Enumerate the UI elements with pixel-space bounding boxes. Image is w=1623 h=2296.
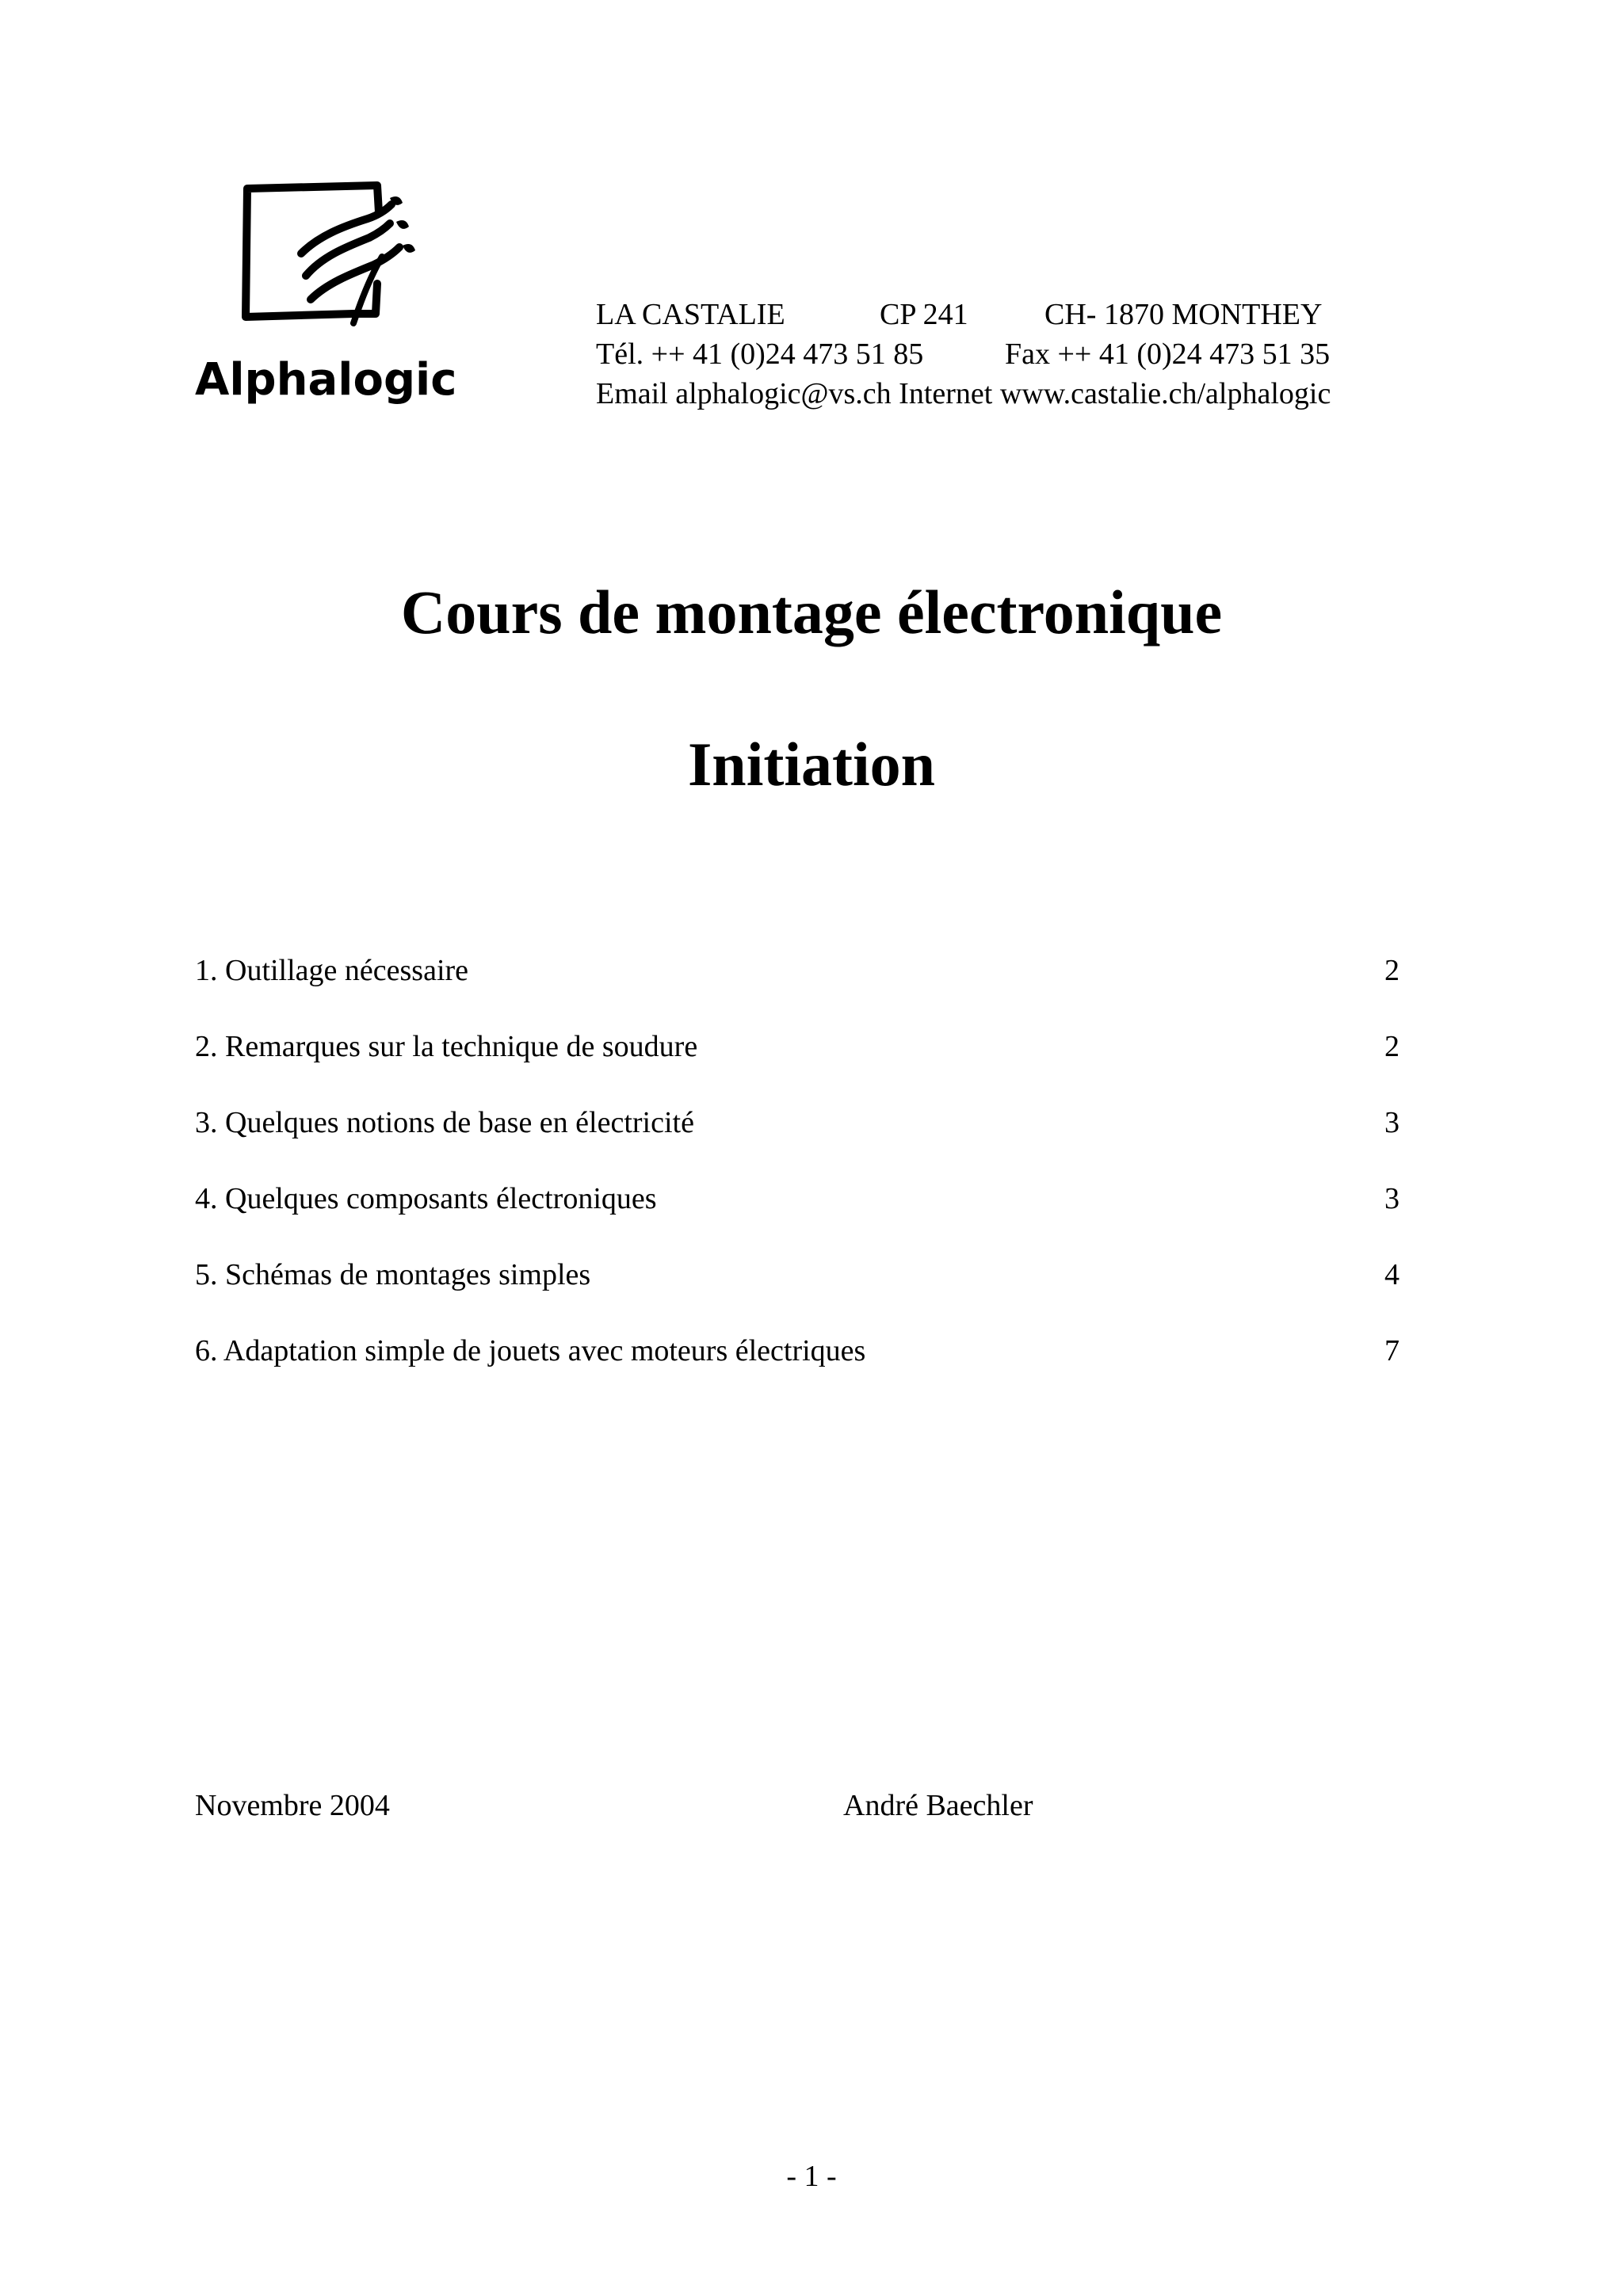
footer-author: André Baechler [843,1789,1033,1822]
page-number: - 1 - [786,2160,837,2193]
address-locality: CH- 1870 MONTHEY [1044,298,1323,331]
address-phone: Tél. ++ 41 (0)24 473 51 85 [596,338,924,371]
toc-entry [195,1179,1400,1255]
alphalogic-logo-icon [235,181,425,331]
toc-entry-label: 4. Quelques composants électroniques [195,1182,657,1215]
address-box: CP 241 [880,298,968,331]
address-contact: Email alphalogic@vs.ch Internet www.castalie.ch/alphalogic [596,377,1331,410]
toc-entry [195,1255,1400,1331]
toc-entry-label: 5. Schémas de montages simples [195,1258,591,1291]
toc-entry-page: 3 [1384,1106,1400,1139]
address-place: LA CASTALIE [596,298,785,331]
toc-entry-page: 7 [1384,1334,1400,1367]
document-title: Cours de montage électronique [400,578,1223,646]
toc-entry-page: 3 [1384,1182,1400,1215]
toc-entry [195,1103,1400,1179]
toc-entry-label: 6. Adaptation simple de jouets avec moteurs électriques [195,1334,866,1367]
logo-name: Alphalogic [195,354,457,406]
toc-entry-page: 2 [1384,1030,1400,1063]
toc-entry-page: 2 [1384,954,1400,987]
toc-entry-page: 4 [1384,1258,1400,1291]
table-of-contents [195,951,1400,1407]
document-subtitle: Initiation [687,730,936,799]
toc-entry [195,1027,1400,1103]
footer-date: Novembre 2004 [195,1789,390,1822]
toc-entry [195,1331,1400,1407]
toc-entry-label: 1. Outillage nécessaire [195,954,469,987]
toc-entry-label: 3. Quelques notions de base en électricité [195,1106,694,1139]
toc-entry-label: 2. Remarques sur la technique de soudure [195,1030,698,1063]
address-fax: Fax ++ 41 (0)24 473 51 35 [1005,338,1331,371]
toc-entry [195,951,1400,1027]
